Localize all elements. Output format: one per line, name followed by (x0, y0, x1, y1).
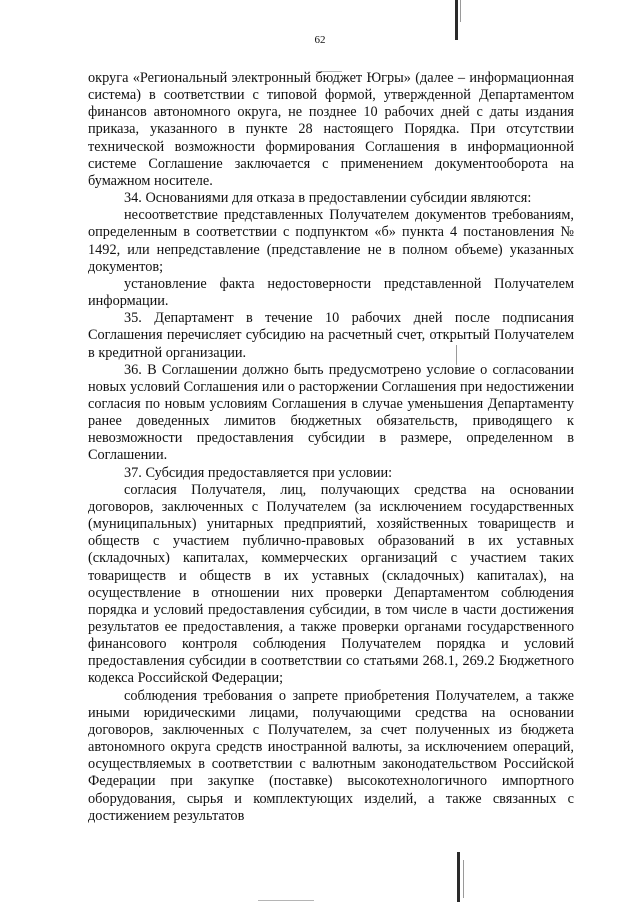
page-number: 62 (314, 34, 326, 46)
scan-mark-bottom-thin (463, 860, 464, 898)
scan-dust-bottom (258, 900, 314, 901)
paragraph-35: 35. Департамент в течение 10 рабочих дней после подписания Соглашения перечисляет субсидию на расчетный счет, открытый Получателем в кредитной организации. (88, 310, 574, 361)
paragraph-continuation: округа «Региональный электронный бюджет Югры» (далее – информационная система) в соответствии с типовой формой, утвержденной Департаментом финансов автономного округа, не позднее 10 рабочих дней с даты издания приказа, указанного в пункте 28 настоящего Порядка. При отсутствии технической возможности формирования Соглашения в информационной системе Соглашение заключается с применением документооборота на бумажном носителе. (88, 70, 574, 189)
paragraph-34-heading: 34. Основаниями для отказа в предоставлении субсидии являются: (124, 190, 532, 207)
paragraph-36: 36. В Соглашении должно быть предусмотрено условие о согласовании новых условий Соглашения или о расторжении Соглашения при недостижении согласия по новым условиям Соглашения в случае уменьшения Департаменту ранее доведенных лимитов бюджетных обязательств, приводящего к невозможности предоставления субсидии в размере, определенном в Соглашении. (88, 361, 574, 464)
document-body (88, 70, 574, 825)
paragraph-37-heading: 37. Субсидия предоставляется при условии: (124, 464, 393, 481)
paragraph-34-reason-2: установление факта недостоверности представленной Получателем информации. (88, 275, 574, 310)
scan-mark-bottom (457, 852, 460, 902)
paragraph-37-condition-1: согласия Получателя, лиц, получающих средства на основании договоров, заключенных с Получателем (за исключением государственных (муниципальных) унитарных предприятий, хозяйственных товариществ и обществ с участием публично-правовых образований в их уставных (складочных) капиталах, коммерческих организаций с участием таких товариществ и обществ в их уставных (складочных) капиталах), на осуществление в отношении них проверки Департаментом соблюдения порядка и условий предоставления субсидии, в том числе в части достижения результатов ее предоставления, а также проверки органами государственного финансового контроля соблюдения Получателем порядка и условий предоставления субсидии в соответствии со статьями 268.1, 269.2 Бюджетного кодекса Российской Федерации; (88, 481, 574, 687)
scan-mark-top-thin (460, 0, 461, 22)
paragraph-34-reason-1: несоответствие представленных Получателем документов требованиям, определенным в соответствии с подпунктом «б» пункта 4 постановления № 1492, или непредставление (представление не в полном объеме) указанных документов; (88, 207, 574, 275)
scan-mark-top (455, 0, 458, 40)
paragraph-37-condition-2: соблюдения требования о запрете приобретения Получателем, а также иными юридическими лицами, получающими средства на основании договоров, заключенных с Получателем, за счет полученных из бюджета автономного округа средств иностранной валюты, за исключением операций, осуществляемых в соответствии с валютным законодательством Российской Федерации при закупке (поставке) высокотехнологичного импортного оборудования, сырья и комплектующих изделий, а также связанных с достижением результатов (88, 687, 574, 824)
